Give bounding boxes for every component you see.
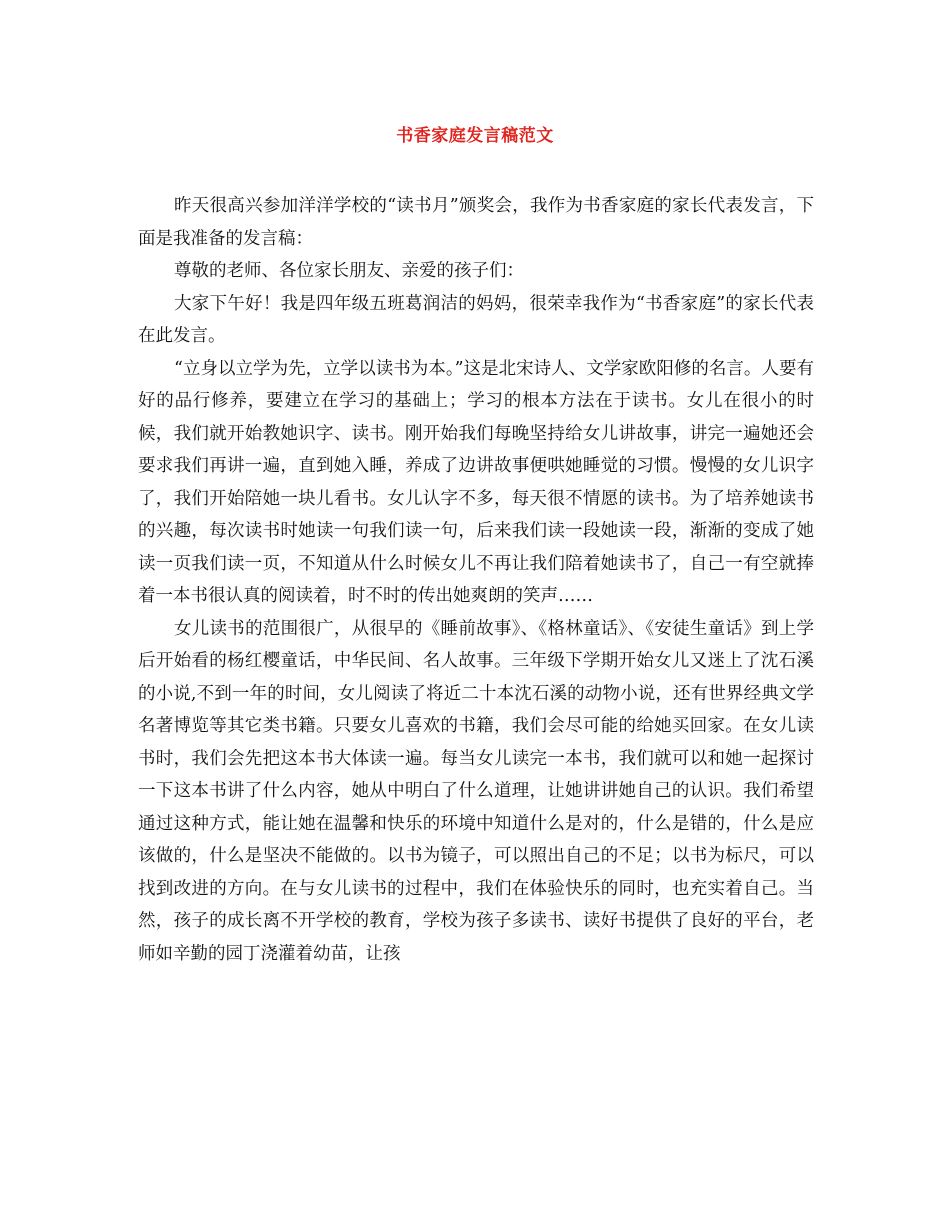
document-title: 书香家庭发言稿范文 <box>396 126 554 146</box>
paragraph: 女儿读书的范围很广，从很早的《睡前故事》、《格林童话》、《安徒生童话》到上学后开始看的杨红樱童话，中华民间、名人故事。三年级下学期开始女儿又迷上了沈石溪的小说,不到一年的时间，女儿阅读了将近二十本沈石溪的动物小说，还有世界经典文学名著博览等其它类书籍。只要女儿喜欢的书籍，我们会尽可能的给她买回家。在女儿读书时，我们会先把这本书大体读一遍。每当女儿读完一本书，我们就可以和她一起探讨一下这本书讲了什么内容，她从中明白了什么道理，让她讲讲她自己的认识。我们希望通过这种方式，能让她在温馨和快乐的环境中知道什么是对的，什么是错的，什么是应该做的，什么是坚决不能做的。以书为镜子，可以照出自己的不足；以书为标尺，可以找到改进的方向。在与女儿读书的过程中，我们在体验快乐的同时，也充实着自己。当然，孩子的成长离不开学校的教育，学校为孩子多读书、读好书提供了良好的平台，老师如辛勤的园丁浇灌着幼苗，让孩 <box>138 618 814 964</box>
paragraph: 昨天很高兴参加洋洋学校的“读书月”颁奖会，我作为书香家庭的家长代表发言，下面是我准备的发言稿： <box>138 196 814 249</box>
paragraph: “立身以立学为先，立学以读书为本。”这是北宋诗人、文学家欧阳修的名言。人要有好的品行修养，要建立在学习的基础上；学习的根本方法在于读书。女儿在很小的时候，我们就开始教她识字、读书。刚开始我们每晚坚持给女儿讲故事，讲完一遍她还会要求我们再讲一遍，直到她入睡，养成了边讲故事便哄她睡觉的习惯。慢慢的女儿识字了，我们开始陪她一块儿看书。女儿认字不多，每天很不情愿的读书。为了培养她读书的兴趣，每次读书时她读一句我们读一句，后来我们读一段她读一段，渐渐的变成了她读一页我们读一页，不知道从什么时候女儿不再让我们陪着她读书了，自己一有空就捧着一本书很认真的阅读着，时不时的传出她爽朗的笑声…… <box>138 358 814 606</box>
paragraph: 尊敬的老师、各位家长朋友、亲爱的孩子们： <box>174 261 524 281</box>
document-body <box>138 190 814 970</box>
paragraph: 大家下午好！我是四年级五班葛润洁的妈妈，很荣幸我作为“书香家庭”的家长代表在此发言。 <box>138 293 814 346</box>
